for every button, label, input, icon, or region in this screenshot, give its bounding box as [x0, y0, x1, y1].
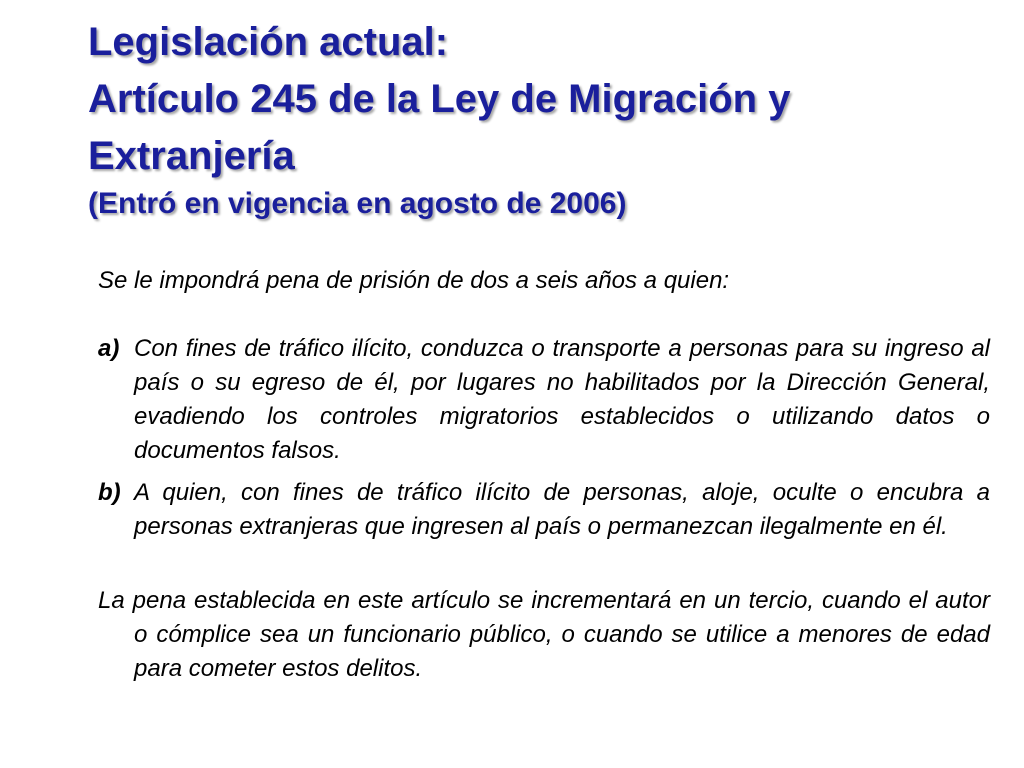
slide-title [88, 14, 988, 223]
list-text-a: Con fines de tráfico ilícito, conduzca o transporte a personas para su ingreso al país o su egreso de él, por lugares no habilitados por la Dirección General, evadiendo los controles migratorios establecidos o utilizando datos o documentos falsos. [134, 335, 990, 464]
list-marker-a: a) [98, 335, 120, 362]
list-marker-b: b) [98, 479, 121, 506]
title-line-2: Artículo 245 de la Ley de Migración y [88, 77, 791, 121]
intro-text: Se le impondrá pena de prisión de dos a seis años a quien: [98, 267, 730, 294]
title-line-1: Legislación actual: [88, 20, 449, 64]
list-item-b [98, 476, 990, 544]
closing-paragraph: La pena establecida en este artículo se incrementará en un tercio, cuando el autor o cómplice sea un funcionario público, o cuando se utilice a menores de edad para cometer estos delitos. [98, 587, 990, 682]
title-line-3: Extranjería [88, 134, 295, 178]
list-text-b: A quien, con fines de tráfico ilícito de personas, aloje, oculte o encubra a personas extranjeras que ingresen al país o permanezcan ilegalmente en él. [134, 479, 990, 540]
title-subtitle: (Entró en vigencia en agosto de 2006) [88, 187, 627, 220]
slide-body [98, 264, 990, 686]
list-item-a [98, 332, 990, 468]
